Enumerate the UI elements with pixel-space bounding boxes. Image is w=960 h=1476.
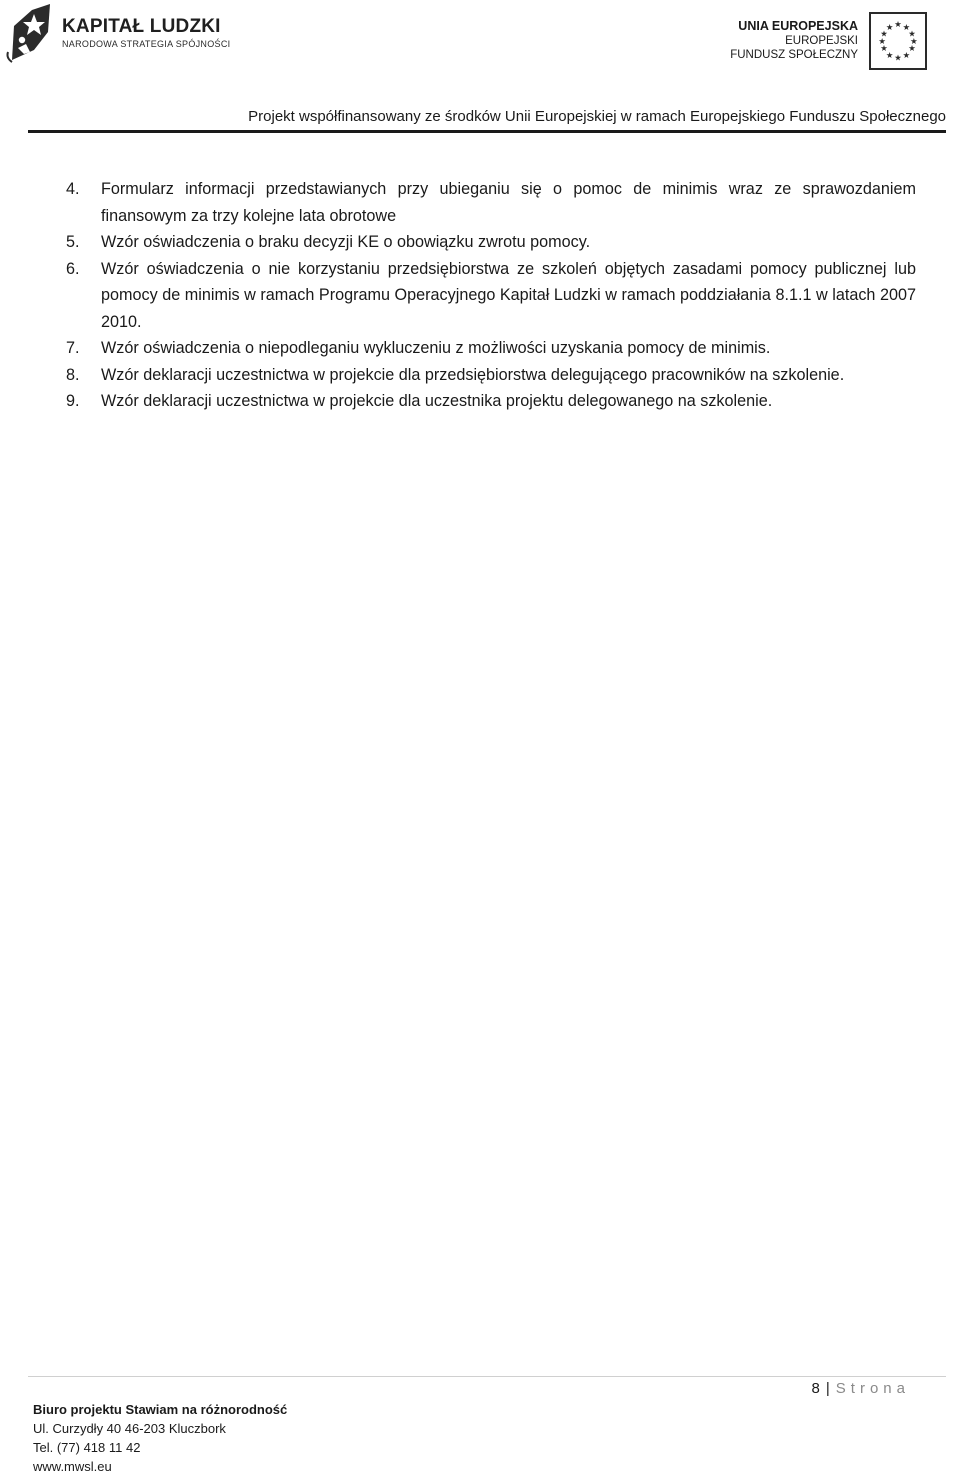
footer-phone: Tel. (77) 418 11 42	[33, 1440, 141, 1455]
svg-text:★: ★	[910, 35, 918, 46]
list-item	[0, 229, 960, 256]
list-item	[0, 335, 960, 362]
list-item-text: Wzór oświadczenia o niepodleganiu wykluczeniu z możliwości uzyskania pomocy de minimis.	[101, 339, 771, 357]
svg-text:★: ★	[885, 49, 894, 60]
list-item	[0, 388, 960, 415]
list-item	[0, 256, 960, 336]
list-item-number: 5.	[66, 233, 80, 251]
svg-text:★: ★	[894, 19, 902, 30]
page-word: Strona	[835, 1380, 910, 1397]
list-item-number: 7.	[66, 339, 80, 357]
logo-title: KAPITAŁ LUDZKI	[62, 16, 221, 37]
list-item-number: 9.	[66, 392, 80, 410]
list-item-text: Wzór deklaracji uczestnictwa w projekcie dla przedsiębiorstwa delegującego pracowników na szkolenie.	[101, 365, 845, 384]
list-item	[0, 362, 960, 389]
list-item-number: 8.	[66, 365, 80, 384]
eu-union-label: UNIA EUROPEJSKA	[738, 19, 858, 33]
eu-fund-label-1: EUROPEJSKI	[785, 35, 858, 47]
list-item-text: Wzór deklaracji uczestnictwa w projekcie dla uczestnika projektu delegowanego na szkolenie.	[101, 392, 773, 410]
svg-text:★: ★	[902, 21, 911, 32]
svg-text:★: ★	[885, 21, 894, 32]
footer-divider	[28, 1376, 946, 1377]
list-item-text: Wzór oświadczenia o braku decyzji KE o obowiązku zwrotu pomocy.	[101, 233, 591, 251]
list-item-text: Wzór oświadczenia o nie korzystaniu przedsiębiorstwa ze szkoleń objętych zasadami pomocy publicznej lub pomocy de minimis w ramach Programu Operacyjnego Kapitał Ludzki w ramach poddziałania 8.1.1 w latach 2007 2010.	[101, 259, 916, 331]
list-item-number: 6.	[66, 259, 80, 278]
eu-flag-icon	[869, 12, 927, 70]
eu-fund-label-2: FUNDUSZ SPOŁECZNY	[730, 49, 858, 61]
list-item-number: 4.	[66, 180, 80, 198]
footer-contact	[33, 1400, 287, 1476]
footer-address: Ul. Curzydły 40 46-203 Kluczbork	[33, 1421, 226, 1436]
page-number-separator: |	[825, 1380, 830, 1397]
attachments-list	[0, 176, 960, 415]
page-header	[0, 0, 960, 135]
eu-logo	[730, 10, 955, 72]
eu-text	[730, 18, 858, 62]
svg-text:★: ★	[880, 28, 888, 39]
kapital-ludzki-logo	[0, 0, 230, 70]
footer-org-name: Biuro projektu Stawiam na różnorodność	[33, 1402, 288, 1417]
logo-subtitle: NARODOWA STRATEGIA SPÓJNOŚCI	[62, 39, 231, 49]
page-number-value: 8	[811, 1380, 820, 1397]
kapital-ludzki-emblem-icon	[4, 2, 60, 64]
project-cofinancing-line: Projekt współfinansowany ze środków Unii Europejskiej w ramach Europejskiego Funduszu Społecznego	[248, 108, 946, 125]
list-item-text: Formularz informacji przedstawianych przy ubieganiu się o pomoc de minimis wraz ze sprawozdaniem finansowym za trzy kolejne lata obrotowe	[101, 180, 916, 225]
footer-website: www.mwsl.eu	[33, 1459, 112, 1474]
svg-text:★: ★	[878, 35, 886, 46]
header-divider	[28, 130, 946, 133]
svg-text:★: ★	[908, 28, 916, 39]
svg-text:★: ★	[880, 43, 888, 54]
svg-text:★: ★	[902, 49, 911, 60]
svg-text:★: ★	[908, 43, 916, 54]
svg-text:★: ★	[894, 52, 902, 63]
page-number	[812, 1380, 910, 1397]
list-item	[0, 176, 960, 229]
